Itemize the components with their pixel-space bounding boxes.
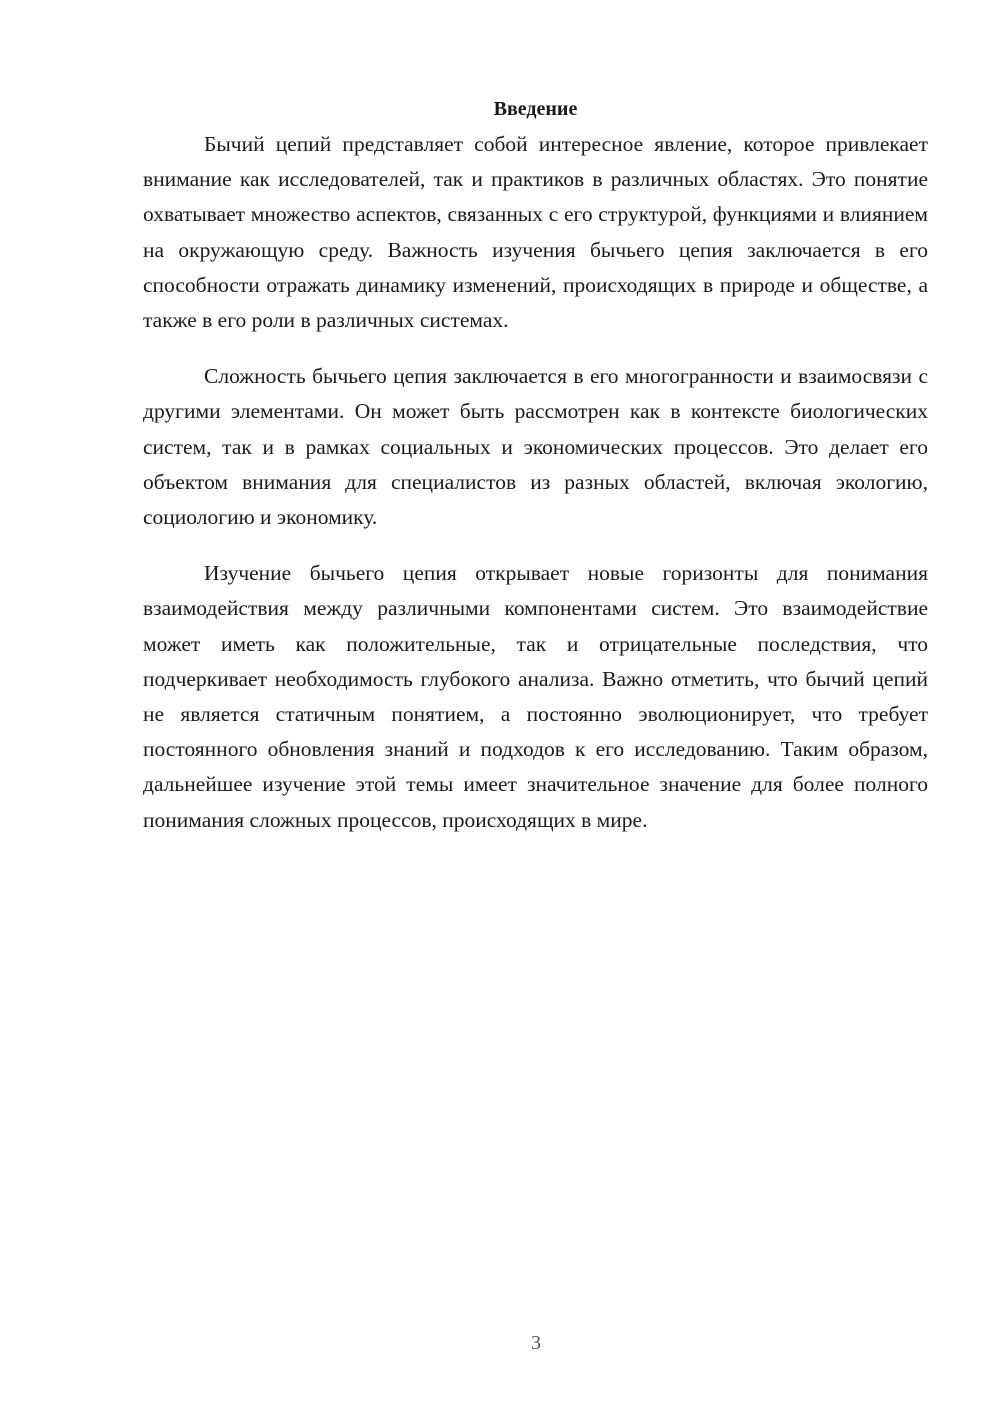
section-title: Введение bbox=[493, 98, 578, 120]
paragraph-3: Изучение бычьего цепия открывает новые горизонты для понимания взаимодействия между различными компонентами систем. Это взаимодействие может иметь как положительные, так и отрицательные последствия, что подчеркивает необходимость глубокого анализа. Важно отметить, что бычий цепий не является статичным понятием, а постоянно эволюционирует, что требует постоянного обновления знаний и подходов к его исследованию. Таким образом, дальнейшее изучение этой темы имеет значительное значение для более полного понимания сложных процессов, происходящих в мире. bbox=[143, 561, 928, 832]
paragraph-2: Сложность бычьего цепия заключается в его многогранности и взаимосвязи с другими элементами. Он может быть рассмотрен как в контексте биологических систем, так и в рамках социальных и экономических процессов. Это делает его объектом внимания для специалистов из разных областей, включая экологию, социологию и экономику. bbox=[143, 364, 928, 530]
page-content bbox=[143, 92, 928, 838]
page-number: 3 bbox=[531, 1332, 541, 1354]
paragraph-1: Бычий цепий представляет собой интересное явление, которое привлекает внимание как исследователей, так и практиков в различных областях. Это понятие охватывает множество аспектов, связанных с его структурой, функциями и влиянием на окружающую среду. Важность изучения бычьего цепия заключается в его способности отражать динамику изменений, происходящих в природе и обществе, а также в его роли в различных системах. bbox=[143, 132, 928, 333]
